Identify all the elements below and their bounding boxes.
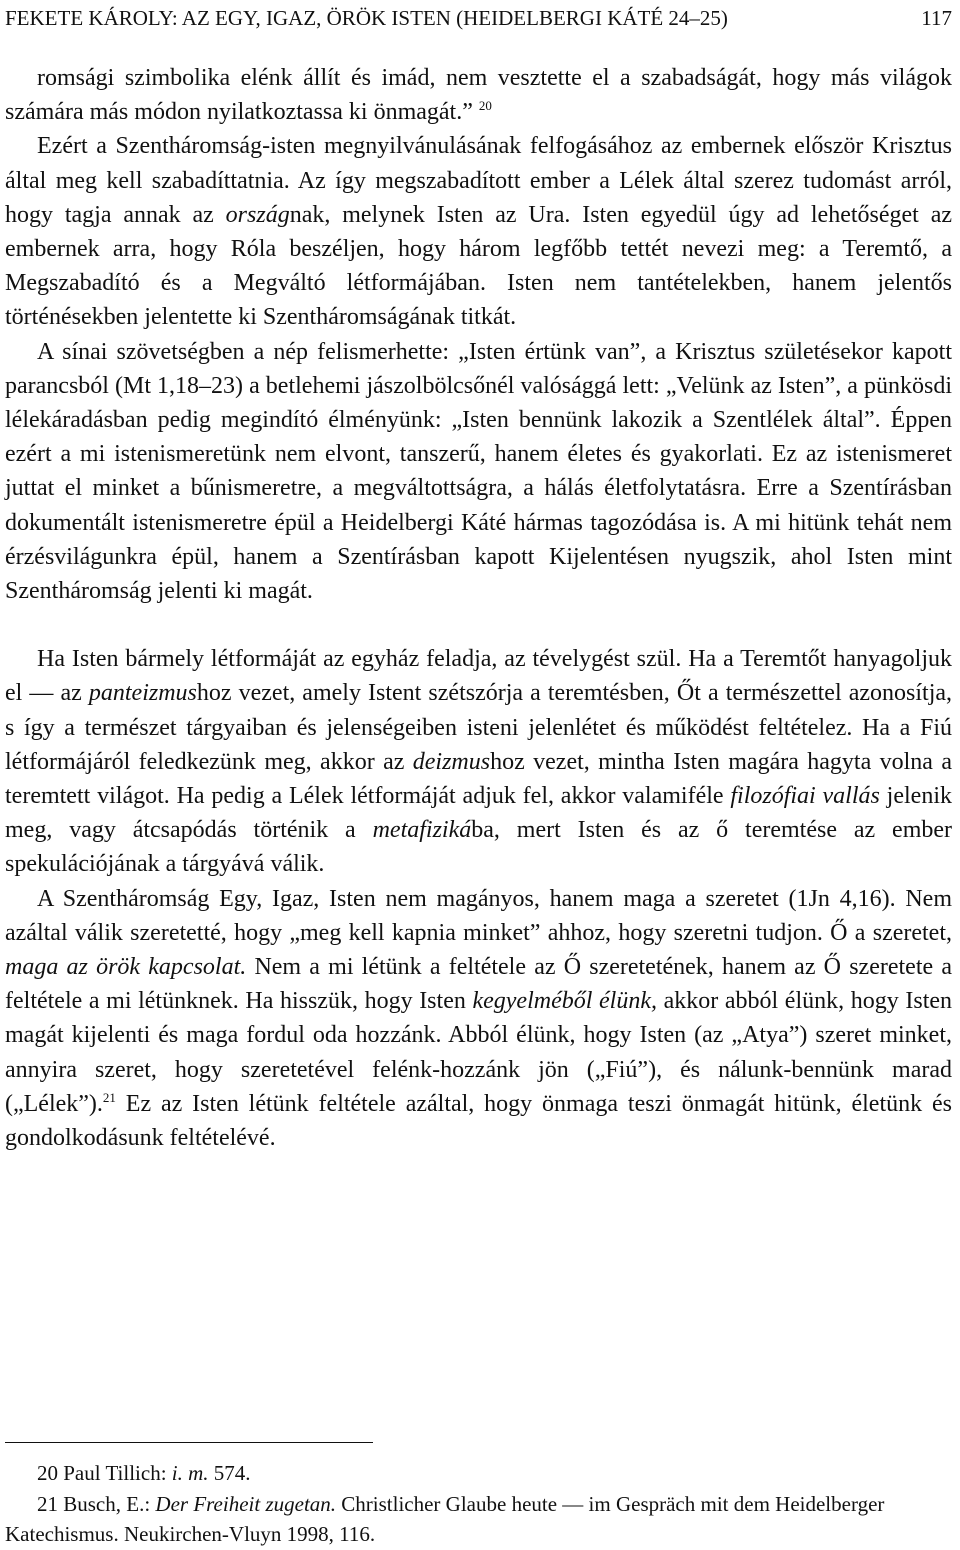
paragraph-1-text: romsági szimbolika elénk állít és imád, nem vesztette el a szabadságát, hogy más világok számára más módon nyilatkoztassa ki önmagát.” [5, 65, 952, 126]
paragraph-2 [5, 129, 952, 334]
footnote-20 [5, 1458, 952, 1489]
paragraph-4-text-a: Ha Isten bármely létformáját az egyház feladja, az tévelygést szül. Ha a Teremtőt hanyagoljuk el — az [5, 646, 952, 707]
paragraph-5-text-b: Nem a mi létünk a feltétele az Ő szeretetének, hanem az Ő szeretete a feltétele a mi létünknek. Ha hisszük, hogy Isten [5, 954, 952, 1015]
paragraph-5 [5, 882, 952, 1156]
paragraph-3-text: A sínai szövetségben a nép felismerhette: „Isten értünk van”, a Krisztus születésekor kapott parancsból (Mt 1,18–23) a betlehemi jászolbölcsőnél valósággá lett: „Velünk az Isten”, a pünkösdi lélekáradásban pedig megindító élményünk: „Isten bennünk lakozik a Szentlélek által”. Éppen ezért a mi istenismeretünk nem elvont, tanszerű, hanem életes és gyakorlati. Ez az istenismeret juttat el minket a bűnismeretre, a megváltottságra, a hálás életfolytatásra. Erre a Szentírásban dokumentált istenismeretre épül a Heidelbergi Káté hármas tagozódása is. A mi hitünk tehát nem érzésvilágunkra épül, hanem a Szentírásban kapott Kijelentésen nyugszik, ahol Isten mint Szentháromság jelenti ki magát. [5, 338, 952, 605]
paragraph-5-emphasis-2: kegyelméből élünk, [472, 988, 657, 1015]
footnote-20-text-b: 574. [208, 1461, 251, 1485]
page-number: 117 [921, 6, 952, 30]
running-header [5, 6, 952, 34]
footnote-separator [5, 1442, 373, 1443]
paragraph-4-emphasis-4: metafiziká [372, 817, 472, 844]
body-text [5, 61, 952, 1155]
footnote-number: 21 [37, 1491, 58, 1516]
footnote-number: 20 [37, 1461, 58, 1485]
paragraph-5-text-c: akkor abból élünk, hogy Isten magát kijelenti és maga fordul oda hozzánk. Abból élünk, hogy Isten (az „Atya”) szeret minket, annyira szeret, hogy szeretetével felénk-hozzánk jön („Fiú”), és nálunk-bennünk marad („Lélek”). [5, 988, 953, 1117]
paragraph-2-text-b: nak, melynek Isten az Ura. Isten egyedül úgy ad lehetőséget az embernek arra, hogy Róla beszéljen, hogy három legfőbb tettét nevezi meg: a Teremtő, a Megszabadító és a Megváltó létformájában. Isten nem tantételekben, hanem jelentős történésekben jelentette ki Szentháromságának titkát. [5, 201, 953, 331]
paragraph-4-emphasis-1: panteizmus [88, 680, 197, 707]
paragraph-5-text-a: A Szentháromság Egy, Igaz, Isten nem magányos, hanem maga a szeretet (1Jn 4,16). Nem azáltal válik szeretetté, hogy „meg kell kapnia minket” ahhoz, hogy szeretni tudjon. Ő a szeretet, [5, 885, 952, 946]
footnote-21-emphasis: Der Freiheit zugetan. [155, 1491, 337, 1516]
paragraph-5-emphasis-1: maga az örök kapcsolat. [5, 954, 247, 981]
paragraph-4-text-d: jelenik meg, vagy átcsapódás történik a [5, 783, 952, 844]
paragraph-3 [5, 335, 952, 609]
footnote-21-text-a: Busch, E.: [58, 1491, 156, 1516]
footnote-20-text-a: Paul Tillich: [58, 1461, 172, 1485]
footnote-ref-21[interactable]: 21 [102, 1089, 116, 1105]
paragraph-4-text-b: hoz vezet, amely Istent szétszórja a teremtésben, Őt a természettel azonosítja, s így a természet tárgyaiban és jelenségeiben isteni jelenlétet és működést feltételez. Ha a Fiú létformájáról feledkezünk meg, akkor az [5, 680, 953, 775]
footnotes [5, 1458, 952, 1550]
paragraph-2-emphasis: ország [225, 201, 290, 228]
paragraph-4-text-c: hoz vezet, mintha Isten magára hagyta volna a teremtett világot. Ha pedig a Lélek létformáját adjuk fel, akkor valamiféle [5, 748, 952, 810]
paragraph-4 [5, 642, 952, 881]
paragraph-5-text-d: Ez az Isten létünk feltétele azáltal, hogy önmaga teszi önmagát hitünk, életünk és gondolkodásunk feltételévé. [5, 1090, 952, 1152]
paragraph-4-text-e: ba, mert Isten és az ő teremtése az ember spekulációjának a tárgyává válik. [5, 817, 953, 878]
footnote-21-text-b: Christlicher Glaube heute — im Gespräch mit dem Heidelberger Katechismus. Neukirchen-Vluyn 1998, 116. [5, 1491, 885, 1546]
footnote-20-emphasis: i. m. [171, 1461, 209, 1485]
paragraph-4-emphasis-2: deizmus [412, 748, 491, 775]
running-title: FEKETE KÁROLY: AZ EGY, IGAZ, ÖRÖK ISTEN (HEIDELBERGI KÁTÉ 24–25) [5, 6, 728, 30]
paragraph-2-text-a: Ezért a Szentháromság-isten megnyilvánulásának felfogásához az embernek először Krisztus által meg kell szabadíttatnia. Az így megszabadított ember a Lélek által szerez tudomást arról, hogy tagja annak az [5, 133, 952, 228]
footnote-ref-20[interactable]: 20 [478, 98, 492, 114]
paragraph-1 [5, 61, 952, 129]
paragraph-4-emphasis-3: filozófiai vallás [730, 783, 880, 810]
footnote-21 [5, 1489, 952, 1550]
